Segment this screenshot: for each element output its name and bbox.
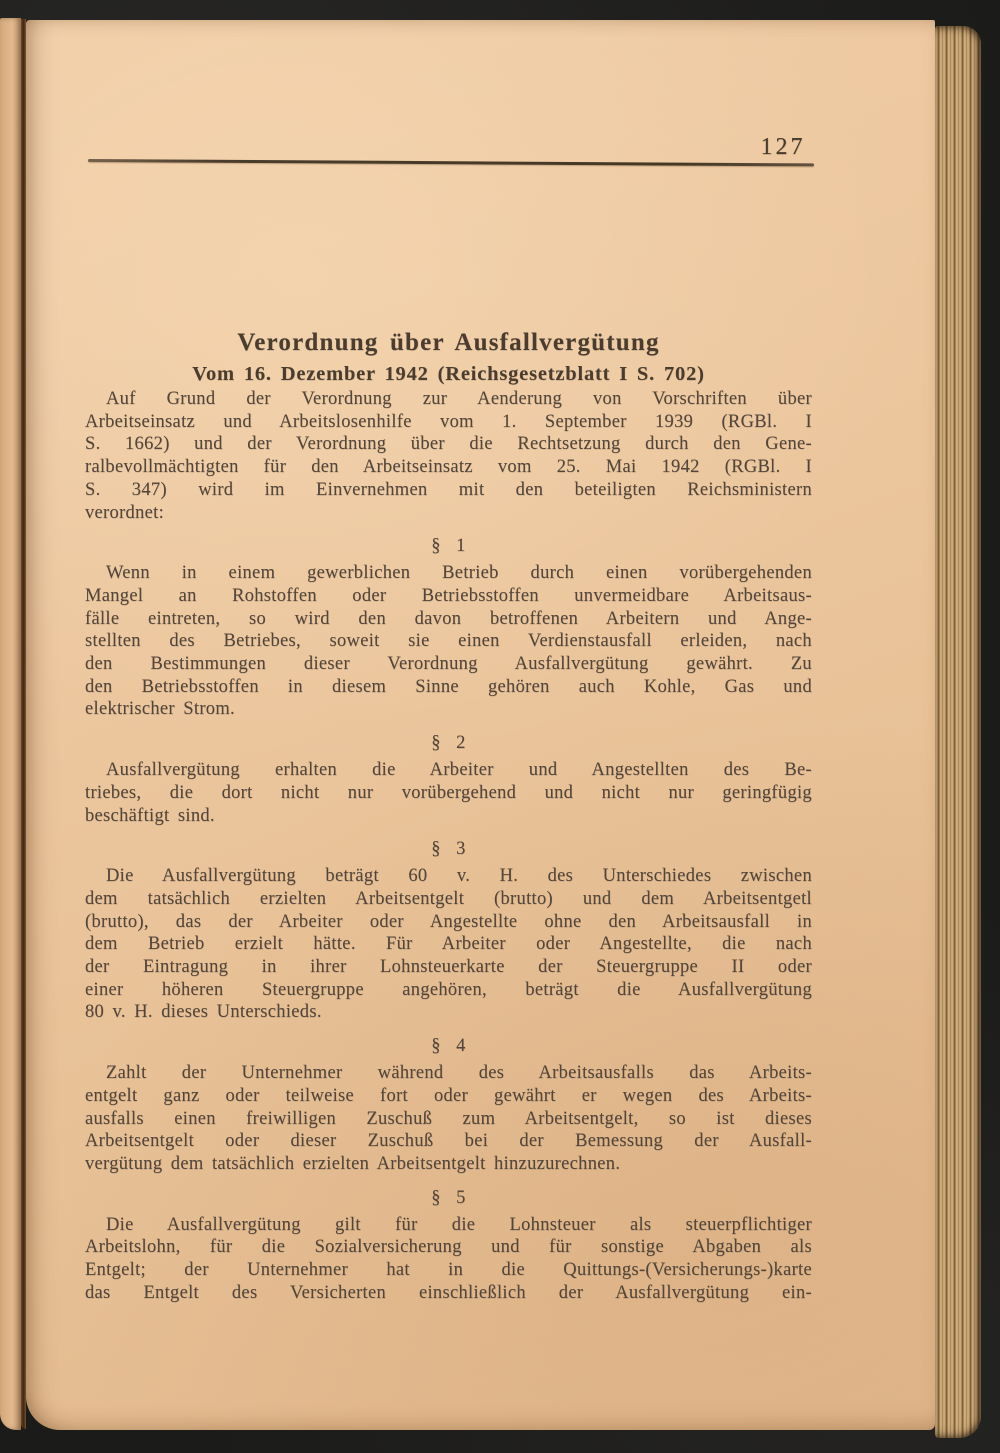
book-page [26, 20, 935, 1430]
section-heading: § 1 [431, 536, 466, 557]
text-line: elektrischer Strom. [85, 699, 235, 720]
text-line: stellten des Betriebes, soweit sie einen Verdienstausfall erleiden, nach [85, 631, 812, 652]
paragraph [85, 1062, 812, 1176]
text-line: das Entgelt des Versicherten einschließlich der Ausfallvergütung ein- [85, 1282, 812, 1303]
section-heading: § 4 [431, 1036, 466, 1057]
document-subtitle: Vom 16. Dezember 1942 (Reichsgesetzblatt I S. 702) [192, 363, 705, 385]
text-line: Arbeitseinsatz und Arbeitslosenhilfe vom 1. September 1939 (RGBl. I [85, 411, 812, 432]
header-rule [88, 159, 814, 166]
previous-page-edge [0, 18, 21, 1430]
text-line: ausfalls einen freiwilligen Zuschuß zum Arbeitsentgelt, so ist dieses [85, 1108, 812, 1129]
text-line: einer höheren Steuergruppe angehören, beträgt die Ausfallvergütung [85, 979, 812, 1000]
paragraph [85, 865, 812, 1024]
text-line: Arbeitslohn, für die Sozialversicherung und für sonstige Abgaben als [85, 1237, 812, 1258]
page-number: 127 [760, 134, 806, 160]
text-line: S. 347) wird im Einvernehmen mit den beteiligten Reichsministern [85, 479, 812, 500]
paragraph [85, 1214, 812, 1305]
text-line: Auf Grund der Verordnung zur Aenderung von Vorschriften über [106, 389, 812, 409]
text-line: den Bestimmungen dieser Verordnung Ausfallvergütung gewährt. Zu [85, 654, 812, 675]
text-line: Entgelt; der Unternehmer hat in die Quittungs-(Versicherungs-)karte [85, 1260, 812, 1281]
text-line: dem Betrieb erzielt hätte. Für Arbeiter oder Angestellte, die nach [85, 934, 812, 955]
document-body [85, 328, 812, 1305]
page-edge-stack [935, 26, 981, 1438]
paragraph [85, 388, 812, 524]
text-line: 80 v. H. dieses Unterschieds. [85, 1002, 322, 1023]
text-line: der Eintragung in ihrer Lohnsteuerkarte der Steuergruppe II oder [85, 957, 812, 978]
text-line: dem tatsächlich erzielten Arbeitsentgelt (brutto) und dem Arbeitsentgetl [85, 888, 812, 909]
text-line: fälle eintreten, so wird den davon betroffenen Arbeitern und Ange- [85, 608, 812, 629]
text-line: ralbevollmächtigten für den Arbeitseinsatz vom 25. Mai 1942 (RGBl. I [85, 457, 812, 478]
section-heading: § 2 [431, 733, 466, 754]
text-line: Zahlt der Unternehmer während des Arbeitsausfalls das Arbeits- [106, 1063, 812, 1084]
paragraph [85, 759, 812, 827]
text-line: Arbeitsentgelt oder dieser Zuschuß bei der Bemessung der Ausfall- [85, 1131, 812, 1152]
text-line: Wenn in einem gewerblichen Betrieb durch einen vorübergehenden [106, 563, 812, 584]
text-line: Mangel an Rohstoffen oder Betriebsstoffen unvermeidbare Arbeitsaus- [85, 585, 812, 606]
text-line: entgelt ganz oder teilweise fort oder gewährt er wegen des Arbeits- [85, 1085, 812, 1106]
text-line: verordnet: [85, 502, 165, 523]
text-line: triebes, die dort nicht nur vorübergehend und nicht nur geringfügig [85, 782, 812, 803]
text-line: vergütung dem tatsächlich erzielten Arbeitsentgelt hinzuzurechnen. [85, 1153, 621, 1174]
text-line: Ausfallvergütung erhalten die Arbeiter und Angestellten des Be- [106, 760, 812, 781]
text-line: Die Ausfallvergütung gilt für die Lohnsteuer als steuerpflichtiger [106, 1214, 812, 1235]
text-line: beschäftigt sind. [85, 805, 215, 826]
section-heading: § 5 [431, 1187, 466, 1208]
document-title: Verordnung über Ausfallvergütung [237, 329, 660, 356]
text-line: S. 1662) und der Verordnung über die Rechtsetzung durch den Gene- [85, 434, 812, 455]
text-line: Die Ausfallvergütung beträgt 60 v. H. des Unterschiedes zwischen [106, 866, 812, 887]
paragraph [85, 562, 812, 721]
text-line: den Betriebsstoffen in diesem Sinne gehören auch Kohle, Gas und [85, 676, 812, 697]
text-line: (brutto), das der Arbeiter oder Angestellte ohne den Arbeitsausfall in [85, 911, 812, 932]
section-heading: § 3 [431, 839, 466, 860]
